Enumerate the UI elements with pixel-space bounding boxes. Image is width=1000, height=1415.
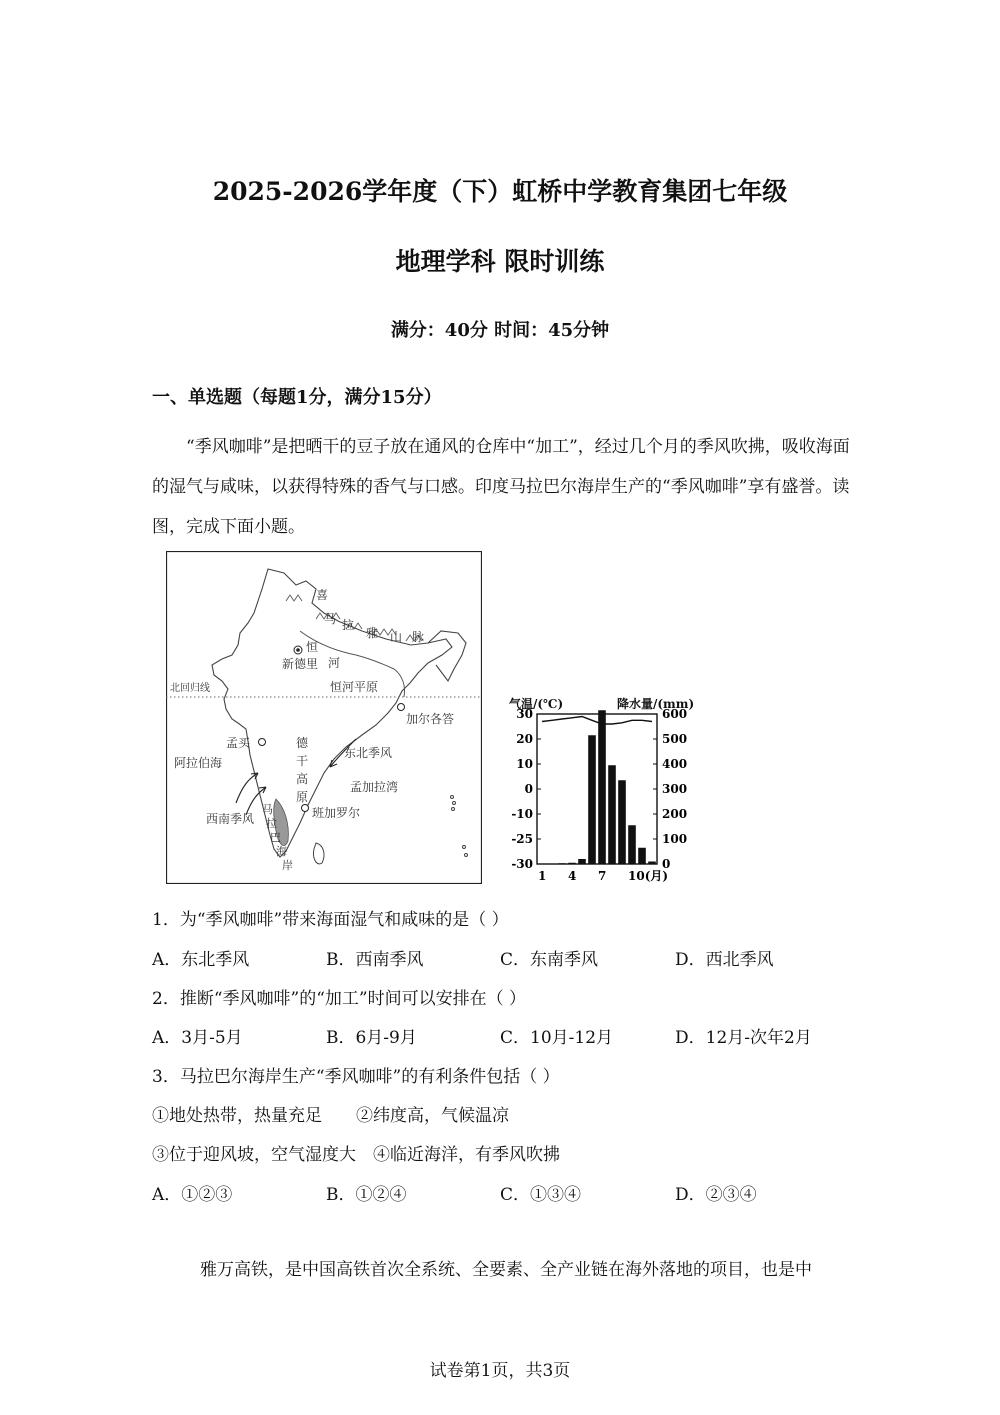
left-tick-label: 0 — [524, 782, 533, 796]
precip-bar — [608, 765, 616, 864]
q2-option-a[interactable]: A．3月-5月 — [152, 1028, 243, 1048]
label-deccan-2: 干 — [296, 754, 309, 768]
label-bay-of-bengal: 孟加拉湾 — [350, 780, 399, 794]
precip-bar — [578, 859, 586, 864]
kolkata-marker — [398, 704, 405, 711]
q2-option-b[interactable]: B．6月-9月 — [326, 1028, 417, 1048]
label-malabar-1: 马 — [262, 803, 273, 816]
page-footer: 试卷第1页，共3页 — [429, 1361, 571, 1381]
precip-bar — [538, 864, 546, 865]
label-malabar-5: 岸 — [282, 859, 293, 872]
label-ma: 马 — [324, 612, 337, 626]
q1-option-a[interactable]: A．东北季风 — [152, 950, 250, 970]
precip-bar — [558, 863, 566, 864]
label-he: 河 — [328, 656, 341, 670]
q2-option-c[interactable]: C．10月-12月 — [500, 1028, 614, 1048]
q1-option-c[interactable]: C．东南季风 — [500, 950, 599, 970]
exam-title-line1: 2025-2026学年度（下）虹桥中学教育集团七年级 — [212, 177, 788, 206]
left-tick-label: 20 — [516, 732, 533, 746]
label-ya: 雅 — [366, 626, 379, 640]
precip-bar — [638, 848, 646, 864]
label-la: 拉 — [342, 618, 355, 632]
precip-bar — [568, 863, 576, 864]
right-tick-label: 400 — [662, 757, 688, 771]
left-tick-label: -30 — [511, 857, 533, 871]
q3-statements-2: ③位于迎风坡，空气湿度大 ④临近海洋，有季风吹拂 — [152, 1145, 560, 1165]
q3-statements-1: ①地处热带，热量充足 ②纬度高，气候温凉 — [152, 1106, 509, 1126]
label-arabian-sea: 阿拉伯海 — [174, 756, 223, 770]
left-tick-label: -25 — [511, 832, 533, 846]
x-tick-label: 7 — [598, 869, 607, 883]
label-deccan-1: 德 — [296, 736, 309, 750]
x-axis-ticks — [538, 869, 668, 883]
climate-chart — [505, 688, 695, 888]
reading-passage: “季风咖啡”是把晒干的豆子放在通风的仓库中“加工”，经过几个月的季风吹拂，吸收海面的湿气与咸味，以获得特殊的香气与口感。印度马拉巴尔海岸生产的“季风咖啡”享有盛誉。读图，完成下面小题。 — [152, 437, 850, 537]
q1-option-d[interactable]: D．西北季风 — [675, 950, 774, 970]
label-deccan-4: 原 — [296, 790, 309, 804]
question-3-stem: 3．马拉巴尔海岸生产“季风咖啡”的有利条件包括（ ） — [152, 1067, 560, 1087]
label-sw-monsoon: 西南季风 — [206, 812, 255, 826]
q3-option-c[interactable]: C．①③④ — [500, 1185, 582, 1205]
precip-bar — [628, 825, 636, 864]
label-malabar-2: 拉 — [266, 817, 277, 830]
label-heng: 恒 — [306, 640, 319, 654]
mumbai-marker — [259, 739, 266, 746]
question-2-stem: 2．推断“季风咖啡”的“加工”时间可以安排在（ ） — [152, 989, 526, 1009]
precip-bar — [648, 862, 656, 865]
q3-option-d[interactable]: D．②③④ — [675, 1185, 757, 1205]
label-tropic: 北回归线 — [170, 683, 210, 694]
reading-passage-2: 雅万高铁，是中国高铁首次全系统、全要素、全产业链在海外落地的项目，也是中 — [200, 1260, 812, 1280]
right-tick-label: 100 — [662, 832, 688, 846]
precip-bars — [538, 710, 656, 864]
precip-bar — [618, 780, 626, 864]
left-tick-label: -10 — [511, 807, 533, 821]
precip-bar — [598, 710, 606, 864]
q3-option-b[interactable]: B．①②④ — [326, 1185, 407, 1205]
right-tick-label: 200 — [662, 807, 688, 821]
q1-option-b[interactable]: B．西南季风 — [326, 950, 424, 970]
exam-meta: 满分：40分 时间：45分钟 — [390, 320, 610, 341]
left-tick-label: 30 — [516, 707, 533, 721]
label-mai: 脉 — [412, 630, 425, 644]
precip-bar — [548, 864, 556, 865]
x-tick-label: 4 — [568, 869, 577, 883]
label-ganges-plain: 恒河平原 — [330, 680, 379, 694]
label-malabar-4: 海 — [276, 845, 287, 858]
label-shan: 山 — [390, 630, 403, 644]
right-tick-label: 300 — [662, 782, 688, 796]
section-heading: 一、单选题（每题1分，满分15分） — [152, 387, 442, 408]
question-1-stem: 1．为“季风咖啡”带来海面湿气和咸味的是（ ） — [152, 910, 509, 930]
label-xi: 喜 — [316, 588, 329, 602]
label-deccan-3: 高 — [296, 772, 309, 786]
q3-option-a[interactable]: A．①②③ — [152, 1185, 233, 1205]
label-ne-monsoon: 东北季风 — [344, 746, 393, 760]
chart-ylabel-left: 气温/(℃) — [509, 697, 564, 711]
right-tick-label: 0 — [662, 857, 671, 871]
bangalore-marker — [302, 805, 309, 812]
chart-ylabel-right: 降水量/(mm) — [617, 697, 695, 711]
exam-title-line2: 地理学科 限时训练 — [395, 247, 605, 276]
temperature-line — [542, 717, 652, 725]
label-malabar-3: 巴 — [270, 831, 281, 844]
right-tick-label: 500 — [662, 732, 688, 746]
india-map — [166, 551, 482, 884]
chart-plot-frame — [537, 714, 657, 864]
left-tick-label: 10 — [516, 757, 533, 771]
right-tick-label: 600 — [662, 707, 688, 721]
label-mumbai: 孟买 — [226, 736, 251, 750]
label-kolkata: 加尔各答 — [406, 712, 455, 726]
q2-option-d[interactable]: D．12月-次年2月 — [675, 1028, 812, 1048]
label-new-delhi: 新德里 — [282, 657, 319, 671]
x-tick-label: 10(月) — [628, 869, 669, 883]
label-bangalore: 班加罗尔 — [312, 806, 361, 820]
precip-bar — [588, 735, 596, 864]
x-tick-label: 1 — [538, 869, 547, 883]
right-axis-ticks — [653, 707, 687, 871]
